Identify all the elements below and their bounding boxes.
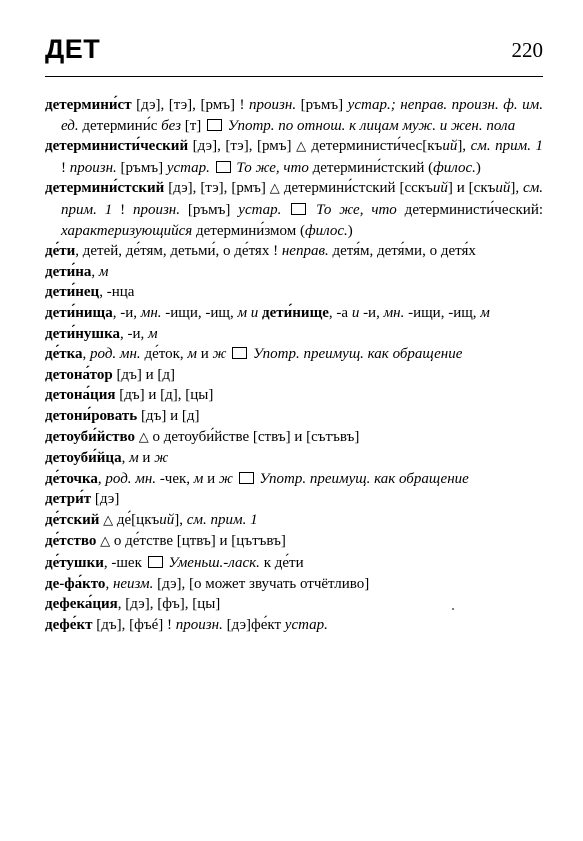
header-rule [45,76,543,77]
entry-text [226,346,230,362]
triangle-icon: △ [138,429,149,445]
dictionary-entry [45,324,543,345]
entry-text [233,471,237,487]
dictionary-entry [45,510,543,532]
entry-text: ], [ф [116,616,144,633]
dictionary-entry [45,262,543,283]
italic-note: ий [432,180,448,197]
italic-note: мн. [140,304,162,321]
entry-text: ъ [346,428,355,445]
italic-note: род. мн. [105,470,157,487]
italic-note: м [148,325,158,342]
italic-note: м [193,470,204,487]
entry-text: , -и, [112,304,141,321]
dictionary-entry [45,136,543,178]
entry-text: , -шек [103,555,146,572]
italic-note: род. мн. [90,346,141,363]
headword: дефека́ция [45,596,118,613]
italic-note: Употр. по отнош. к лицам муж. и жен. пола [224,117,516,134]
entry-text: детермини́с [78,117,162,134]
entry-text: ] и [ц [210,533,245,550]
entry-text: ъ [434,138,443,155]
italic-note: м [98,263,109,280]
headword: де́точка [45,470,98,487]
entry-text: ] [286,138,297,155]
entry-text: и [196,346,213,363]
entry-text: ] [354,428,360,445]
entry-text: т [252,533,259,550]
headword: детоуби́йство [45,428,135,445]
entry-text: о де́тстве [цтв [110,533,204,550]
entry-text: ъ [317,428,326,445]
dictionary-entry [45,406,543,427]
triangle-icon: △ [103,512,114,528]
italic-note: устар.; неправ. произн. ф. им. ед. [61,97,543,134]
entry-text: т [325,428,333,445]
entry-text: , [91,263,99,280]
triangle-icon: △ [269,181,280,197]
entry-text: де́ток, [140,346,188,363]
italic-note: см. прим. 1 [470,138,543,155]
italic-note: Уменьш.-ласк. [164,555,260,572]
entry-text: ъ [150,159,159,176]
entry-text: ], [174,511,187,528]
headword: де́тка [45,346,83,363]
entry-text: ъ [332,428,340,445]
entry-list [45,95,543,635]
entry-text: м [140,159,151,176]
entry-text: ] [280,533,286,550]
entry-text: ъ [313,97,321,113]
italic-note: произн. [249,97,297,113]
entry-text: м [320,97,331,113]
entry-text: ] [338,97,348,113]
entry-text: ъ [487,180,496,197]
italic-note: устар. [166,159,210,176]
italic-note: см. прим. 1 [61,180,544,218]
italic-note: произн. [175,616,223,633]
entry-text: , детей, де́тям, детьми́, о де́тях ! [75,243,282,260]
entry-text: ] [158,159,167,176]
italic-note: см. прим. 1 [186,511,258,528]
entry-text: ] [225,201,239,218]
entry-text: , [105,575,113,592]
dictionary-entry [45,365,543,386]
entry-text: [дэ], [тэ], [рм [131,97,223,113]
entry-text: ъ [217,201,226,218]
entry-text: ! [61,159,70,176]
dictionary-entry [45,594,543,615]
italic-note: неизм. [112,575,154,592]
italic-note: ж [218,470,233,487]
stray-mark [452,608,454,610]
italic-note: м [480,304,490,321]
italic-note: м [129,450,139,467]
entry-text: м [208,201,218,218]
entry-text: [д [137,407,154,424]
entry-text: ъ [143,616,152,633]
entry-text: ъ [278,138,287,155]
entry-text: ], [510,180,524,197]
entry-text: ъ [131,387,140,404]
entry-text: [дэ], [тэ], [рм [164,180,254,197]
entry-text: де́[цк [113,511,152,528]
entry-text: о детоуби́йстве [ств [148,428,278,445]
entry-text: , [дэ], [ф [117,596,172,613]
entry-text: ], [457,138,471,155]
entry-text: [дэ]фе́кт [222,616,285,633]
italic-note: Употр. преимущ. как обращение [255,470,469,487]
entry-text: ъ [222,97,230,113]
italic-note: характеризующийся [61,222,193,239]
dictionary-entry [45,615,543,636]
entry-text: ] и [ск [447,180,488,197]
entry-text: ] и [с [285,428,318,445]
italic-note: То же, что [232,159,309,176]
entry-text: ъ [133,159,141,176]
headword: дети́нище [262,304,329,321]
dictionary-entry [45,241,543,262]
dictionary-entry [45,469,543,490]
italic-note: неправ. [281,243,329,260]
headword: дети́нец [45,284,100,301]
entry-text: ] и [д] [136,366,175,383]
entry-text: [р [296,97,314,113]
entry-text: , [97,470,106,487]
entry-text: [дэ], [о может звучать отчётливо] [153,575,370,592]
entry-text: ] ! [229,97,250,113]
entry-text: ) [475,159,481,176]
italic-note: устар. [238,201,282,218]
headword: детони́ровать [45,407,138,424]
headword: детермини́стский [45,180,165,197]
entry-text: ] и [д], [цы] [139,387,214,404]
dictionary-entry [45,178,543,241]
headword: дети́нушка [45,325,120,342]
entry-text: и [203,470,219,487]
entry-text: ъ [129,366,137,383]
entry-text: [т] [181,117,206,134]
entry-text: ъ [273,533,281,550]
entry-text: , -нца [99,284,135,301]
entry-text: ъ [108,616,117,633]
italic-note: филос. [304,222,348,239]
running-head-word: ДЕТ [45,34,101,64]
entry-text: ъ [153,407,162,424]
entry-text: -ищи, -ищ, [404,304,481,321]
box-icon [216,161,231,173]
entry-text: ], [цы] [179,596,221,613]
box-icon [207,119,222,131]
headword: де́тство [45,533,97,550]
italic-note: без [161,117,181,134]
italic-note: м и [237,304,259,321]
entry-text: ! [112,201,133,218]
entry-text: ъ [253,180,261,197]
entry-text: в [339,428,347,445]
entry-text: -и, [359,304,384,321]
italic-note: ий [442,138,458,155]
dictionary-entry [45,531,543,553]
dictionary-entry [45,95,543,136]
entry-text: -ищи, -ищ, [161,304,238,321]
entry-text: детя́м, детя́ми, о детя́х [328,243,476,260]
entry-text: -чек, [156,470,194,487]
entry-text: детерминисти́чес[к [306,138,435,155]
entry-text: детермини́змом ( [192,222,305,239]
page-number: 220 [511,38,543,62]
headword: детона́ция [45,387,116,404]
italic-note: То же, что [308,201,397,218]
box-icon [148,556,163,568]
entry-text: ] и [д] [161,407,200,424]
triangle-icon: △ [296,139,307,155]
headword: дети́нища [45,304,113,321]
dictionary-entry [45,282,543,303]
entry-text: ъ [203,533,211,550]
entry-text: ъ [171,596,180,613]
dictionary-entry [45,344,543,365]
headword: де́ти [45,243,76,260]
headword: де-фа́кто [45,575,106,592]
headword: детона́тор [45,366,113,383]
entry-text: ъ [277,428,286,445]
box-icon [291,203,306,215]
entry-text: [р [180,201,201,218]
box-icon [239,472,254,484]
italic-note: произн. [69,159,117,176]
entry-text: ъ [258,533,267,550]
italic-note: ж [212,346,227,363]
entry-text: [дэ], [тэ], [рм [188,138,279,155]
entry-text: , [121,450,130,467]
headword: дети́на [45,263,92,280]
headword: де́тский [45,511,100,528]
italic-note: произн. [132,201,180,218]
entry-text: и [138,450,155,467]
entry-text: , -и, [119,325,149,342]
page-header [45,32,543,72]
triangle-icon: △ [100,534,111,550]
entry-text: ъ [244,533,253,550]
entry-text: к де́ти [259,555,304,572]
dictionary-entry [45,448,543,469]
entry-text: ъ [200,201,209,218]
entry-text: [дэ] [91,491,120,508]
dictionary-entry [45,427,543,449]
dictionary-entry [45,489,543,510]
entry-text: é] ! [151,616,176,633]
entry-text [210,160,214,176]
italic-note: и [351,304,360,321]
entry-text: детермини́стский ( [308,159,434,176]
entry-text: детерминисти́ческий: [396,201,544,218]
entry-text: [р [116,159,134,176]
entry-text: ) [347,222,353,239]
headword: детри́т [45,491,92,508]
italic-note: Употр. преимущ. как обращение [249,346,463,363]
dictionary-entry [45,574,543,595]
dictionary-entry [45,553,543,574]
italic-note: м [187,346,197,363]
headword: детермини́ст [45,97,132,113]
italic-note: мн. [383,304,405,321]
entry-text: в [266,533,274,550]
italic-note: ий [495,180,511,197]
entry-text: детермини́стский [сск [279,180,426,197]
headword: детерминисти́ческий [45,138,189,155]
italic-note: ж [154,450,169,467]
entry-text: , [82,346,91,363]
box-icon [232,347,247,359]
italic-note: филос. [433,159,476,176]
dictionary-entry [45,385,543,406]
entry-text: [д [112,366,130,383]
entry-text: [д [115,387,132,404]
dictionary-entry [45,303,543,324]
italic-note: устар. [284,616,328,633]
entry-text: ъ [330,97,339,113]
entry-text: ъ [151,511,160,528]
entry-text: [д [92,616,109,633]
headword: де́тушки [45,555,104,572]
entry-text [281,202,289,218]
entry-text: ъ [425,180,433,197]
entry-text: , -а [328,304,352,321]
headword: дефе́кт [45,616,93,633]
entry-text: ] [260,180,270,197]
headword: детоуби́йца [45,450,122,467]
italic-note: ий [159,511,175,528]
